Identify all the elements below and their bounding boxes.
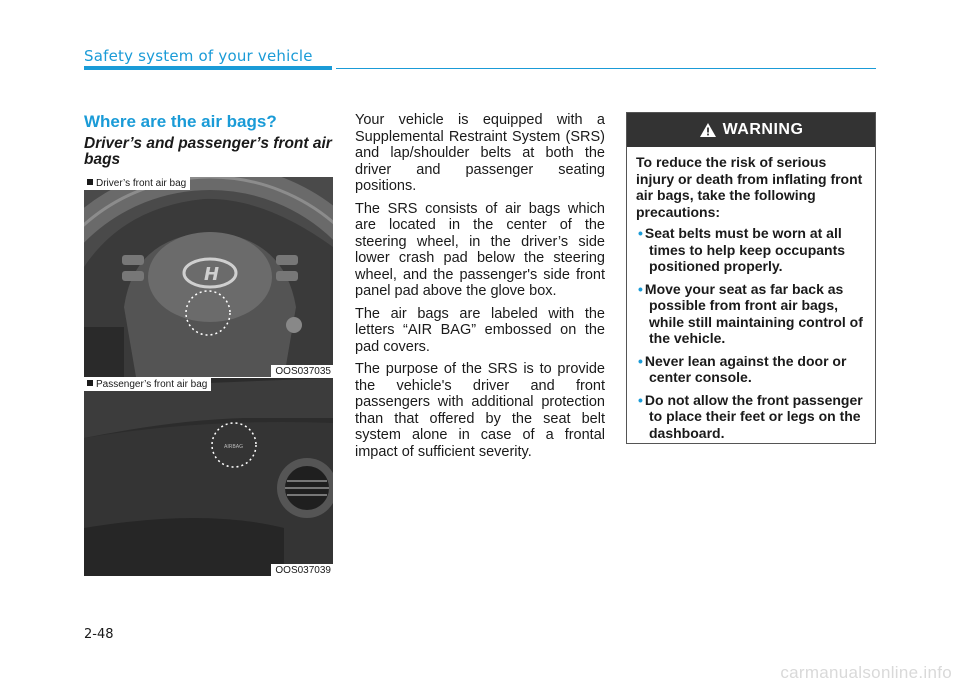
- square-bullet-icon: [87, 179, 93, 185]
- figure-caption: Passenger’s front air bag: [84, 378, 211, 391]
- warning-item: • Do not allow the front passenger to place their feet or legs on the dashboard.: [638, 391, 863, 441]
- body-paragraph: The SRS consists of air bags which are located in the center of the steering wheel, in the driver’s side lower crash pad below the steering wheel, and the passenger's side front panel pad above the glove box.: [355, 200, 605, 299]
- bullet-icon: •: [638, 225, 643, 241]
- warning-item: • Seat belts must be worn at all times to help keep occupants positioned properly.: [638, 225, 846, 274]
- warning-title: WARNING: [722, 121, 804, 138]
- figure-caption: Driver’s front air bag: [84, 177, 190, 190]
- warning-box: [626, 112, 876, 444]
- section-title: Safety system of your vehicle: [84, 47, 313, 65]
- watermark: carmanualsonline.info: [780, 663, 952, 682]
- body-text: [355, 112, 605, 466]
- bullet-icon: •: [638, 352, 643, 369]
- driver-airbag-photo: [84, 177, 333, 377]
- warning-intro: To reduce the risk of serious injury or death from inflating front air bags, take the following precautions:: [636, 154, 863, 220]
- section-rule-thin: [336, 68, 876, 69]
- body-paragraph: The air bags are labeled with the letters “AIR BAG” embossed on the pad covers.: [355, 305, 605, 355]
- warning-item: • Move your seat as far back as possible from front air bags, while still maintaining control of the vehicle.: [638, 280, 863, 346]
- bullet-icon: •: [638, 280, 643, 297]
- svg-text:AIRBAG: AIRBAG: [224, 444, 244, 450]
- warning-item: • Never lean against the door or center console.: [638, 352, 847, 385]
- page-heading: Where are the air bags?: [84, 112, 277, 131]
- warning-list: [636, 225, 867, 441]
- section-rule-thick: [84, 66, 332, 70]
- body-paragraph: The purpose of the SRS is to provide the vehicle's driver and front passengers with additional protection than that offered by the seat belt system alone in case of a frontal impact of sufficient severity.: [355, 361, 605, 460]
- body-paragraph: Your vehicle is equipped with a Supplemental Restraint System (SRS) and lap/shoulder belts at both the driver and passenger seating positions.: [355, 112, 605, 194]
- steering-wheel-illustration: [84, 177, 333, 377]
- figure-code: OOS037039: [271, 564, 333, 576]
- page-number: 2-48: [84, 627, 114, 642]
- dashboard-illustration: [84, 378, 333, 576]
- figure-code: OOS037035: [271, 365, 333, 377]
- warning-triangle-icon: [699, 122, 717, 138]
- bullet-icon: •: [638, 391, 643, 408]
- warning-header: [627, 113, 875, 147]
- page-subheading: Driver’s and passenger’s front air bags: [84, 135, 332, 168]
- svg-text:H: H: [204, 264, 220, 285]
- passenger-airbag-photo: [84, 378, 333, 576]
- square-bullet-icon: [87, 380, 93, 386]
- warning-body: [627, 147, 875, 441]
